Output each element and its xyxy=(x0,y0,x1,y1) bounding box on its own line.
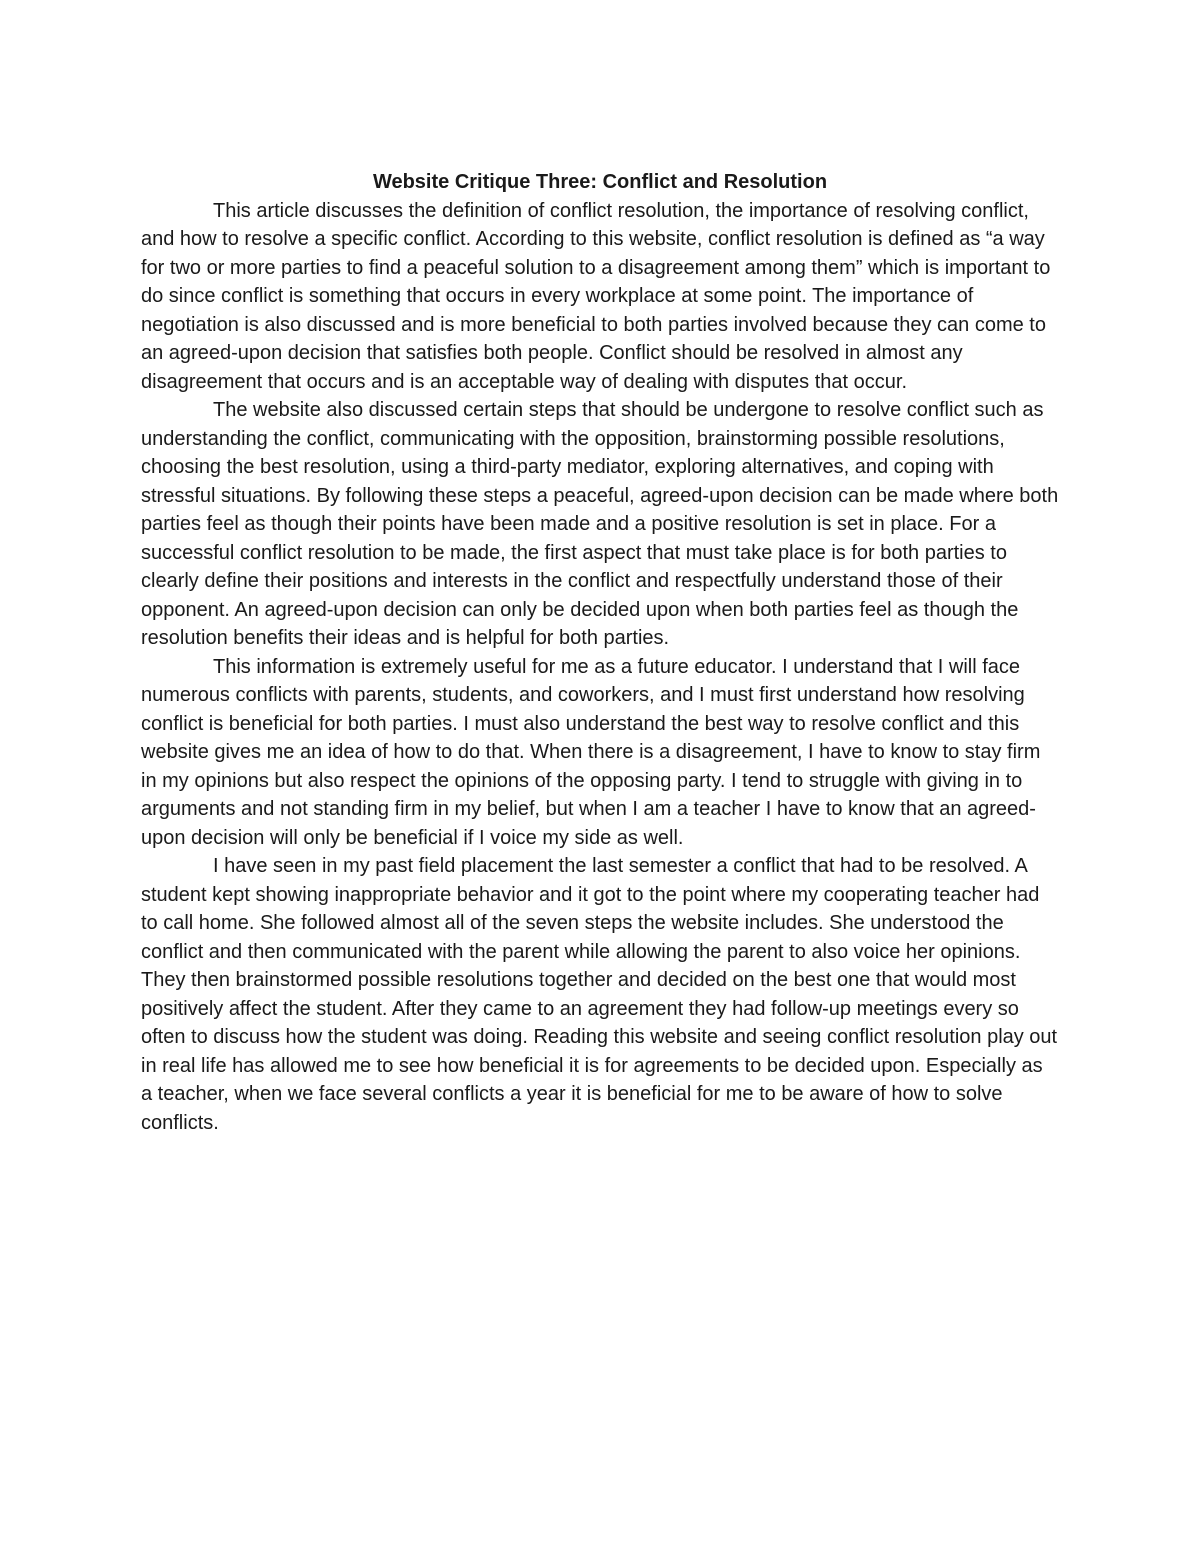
paragraph-2: The website also discussed certain steps that should be undergone to resolve conflict such as understanding the conflict, communicating with the opposition, brainstorming possible resolutions, choosing the best resolution, using a third-party mediator, exploring alternatives, and coping with stressful situations. By following these steps a peaceful, agreed-upon decision can be made where both parties feel as though their points have been made and a positive resolution is set in place. For a successful conflict resolution to be made, the first aspect that must take place is for both parties to clearly define their positions and interests in the conflict and respectfully understand those of their opponent. An agreed-upon decision can only be decided upon when both parties feel as though the resolution benefits their ideas and is helpful for both parties. xyxy=(141,399,1059,649)
paragraph-4: I have seen in my past field placement the last semester a conflict that had to be resolved. A student kept showing inappropriate behavior and it got to the point where my cooperating teacher had to call home. She followed almost all of the seven steps the website includes. She understood the conflict and then communicated with the parent while allowing the parent to also voice her opinions. They then brainstormed possible resolutions together and decided on the best one that would most positively affect the student. After they came to an agreement they had follow-up meetings every so often to discuss how the student was doing. Reading this website and seeing conflict resolution play out in real life has allowed me to see how beneficial it is for agreements to be decided upon. Especially as a teacher, when we face several conflicts a year it is beneficial for me to be aware of how to solve conflicts. xyxy=(141,855,1058,1134)
paragraph-1: This article discusses the definition of conflict resolution, the importance of resolving conflict, and how to resolve a specific conflict. According to this website, conflict resolution is defined as “a way for two or more parties to find a peaceful solution to a disagreement among them” which is important to do since conflict is something that occurs in every workplace at some point. The importance of negotiation is also discussed and is more beneficial to both parties involved because they can come to an agreed-upon decision that satisfies both people. Conflict should be resolved in almost any disagreement that occurs and is an acceptable way of dealing with disputes that occur. xyxy=(141,199,1051,393)
paragraph-3: This information is extremely useful for me as a future educator. I understand that I will face numerous conflicts with parents, students, and coworkers, and I must first understand how resolving conflict is beneficial for both parties. I must also understand the best way to resolve conflict and this website gives me an idea of how to do that. When there is a disagreement, I have to know to stay firm in my opinions but also respect the opinions of the opposing party. I tend to struggle with giving in to arguments and not standing firm in my belief, but when I am a teacher I have to know that an agreed-upon decision will only be beneficial if I voice my side as well. xyxy=(141,655,1041,849)
document-body xyxy=(141,168,1059,1137)
document-title: Website Critique Three: Conflict and Resolution xyxy=(372,171,828,193)
